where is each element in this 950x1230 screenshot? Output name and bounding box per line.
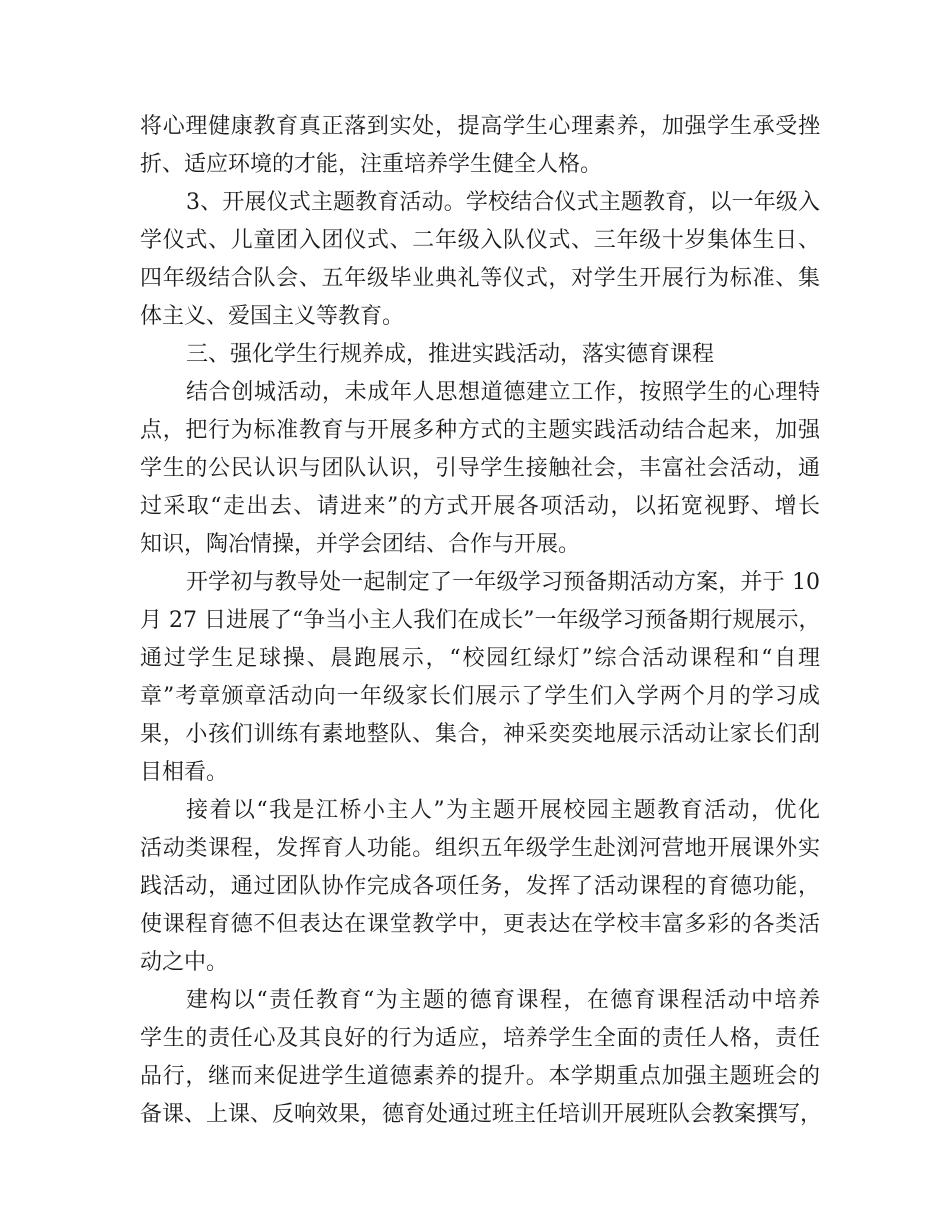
text-line: 使课程育德不但表达在课堂教学中，更表达在学校丰富多彩的各类活	[140, 912, 820, 937]
text-line: 践活动，通过团队协作完成各项任务，发挥了活动课程的育德功能，	[140, 874, 820, 899]
section-heading: 三、强化学生行规养成，推进实践活动，落实德育课程	[186, 342, 715, 367]
text-line: 目相看。	[140, 760, 229, 785]
text-line: 点，把行为标准教育与开展多种方式的主题实践活动结合起来，加强	[140, 418, 820, 443]
text-line: 活动类课程，发挥育人功能。组织五年级学生赴浏河营地开展课外实	[140, 836, 820, 861]
text-line: 3、开展仪式主题教育活动。学校结合仪式主题教育，以一年级入	[186, 190, 820, 215]
text-line: 体主义、爱国主义等教育。	[140, 304, 405, 329]
text-line: 将心理健康教育真正落到实处，提高学生心理素养，加强学生承受挫	[140, 114, 820, 139]
text-line: 建构以“责任教育“为主题的德育课程，在德育课程活动中培养	[186, 988, 820, 1013]
text-line: 折、适应环境的才能，注重培养学生健全人格。	[140, 152, 603, 177]
text-line: 通过学生足球操、晨跑展示，“校园红绿灯”综合活动课程和“自理	[140, 646, 820, 671]
text-line: 学仪式、儿童团入团仪式、二年级入队仪式、三年级十岁集体生日、	[140, 228, 820, 253]
text-line: 果，小孩们训练有素地整队、集合，神采奕奕地展示活动让家长们刮	[140, 722, 820, 747]
text-line: 知识，陶冶情操，并学会团结、合作与开展。	[140, 532, 581, 557]
text-line: 学生的公民认识与团队认识，引导学生接触社会，丰富社会活动，通	[140, 456, 820, 481]
text-line: 接着以“我是江桥小主人”为主题开展校园主题教育活动，优化	[186, 798, 820, 823]
text-line: 四年级结合队会、五年级毕业典礼等仪式，对学生开展行为标准、集	[140, 266, 820, 291]
text-line: 结合创城活动，未成年人思想道德建立工作，按照学生的心理特	[186, 380, 820, 405]
text-line: 章”考章颁章活动向一年级家长们展示了学生们入学两个月的学习成	[140, 684, 820, 709]
text-line: 学生的责任心及其良好的行为适应，培养学生全面的责任人格，责任	[140, 1026, 820, 1051]
text-line: 月 27 日进展了“争当小主人我们在成长”一年级学习预备期行规展示，	[140, 608, 821, 633]
text-line: 备课、上课、反响效果，德育处通过班主任培训开展班队会教案撰写，	[140, 1102, 823, 1127]
text-line: 过采取“走出去、请进来”的方式开展各项活动，以拓宽视野、增长	[140, 494, 820, 519]
text-line: 开学初与教导处一起制定了一年级学习预备期活动方案，并于 10	[186, 570, 820, 595]
text-line: 品行，继而来促进学生道德素养的提升。本学期重点加强主题班会的	[140, 1064, 820, 1089]
text-line: 动之中。	[140, 950, 229, 975]
